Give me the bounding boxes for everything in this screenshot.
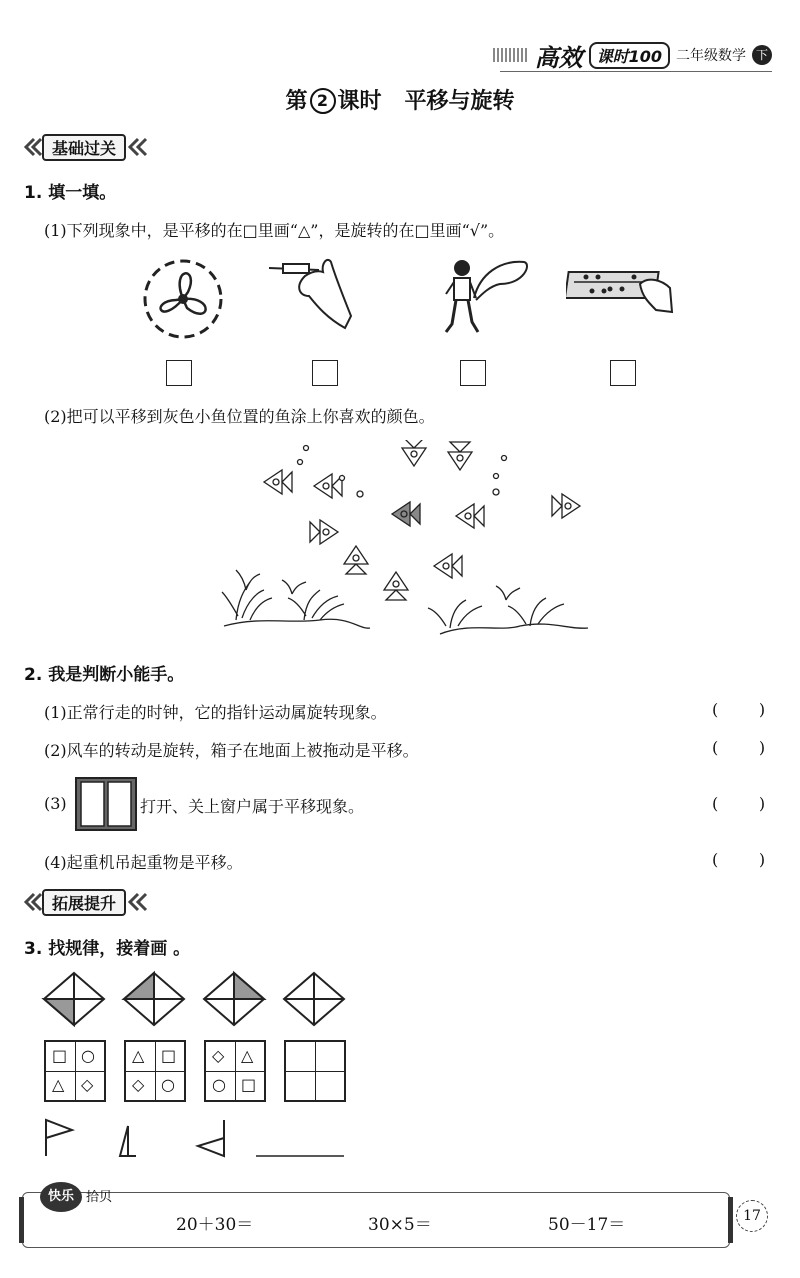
grid-symbol: ○	[161, 1075, 175, 1094]
equation-2: 30×5＝	[368, 1215, 432, 1235]
title-mid: 课时	[337, 89, 382, 114]
chevron-left-icon	[126, 892, 148, 912]
fish	[314, 474, 342, 498]
fish	[384, 572, 408, 600]
grid-divider	[206, 1071, 264, 1072]
abacus-hand-icon	[566, 262, 676, 318]
pattern-row-diamonds	[40, 970, 360, 1028]
q1-part1-text: (1)下列现象中，是平移的在□里画“△”，是旋转的在□里画“√”。	[44, 221, 505, 240]
volume-badge: 下	[752, 45, 772, 65]
grid-symbol: ○	[212, 1075, 226, 1094]
pattern-row-grids	[44, 1040, 354, 1102]
gray-fish	[392, 502, 420, 526]
q2-item-3: 打开、关上窗户属于平移现象。	[140, 797, 365, 816]
grid-symbol: ◇	[81, 1075, 94, 1094]
title-prefix: 第	[285, 89, 308, 114]
series-name: 课时100	[589, 42, 670, 69]
window-icon	[74, 776, 138, 832]
q2-item-1: (1)正常行走的时钟，它的指针运动属旋转现象。	[44, 703, 387, 722]
answer-blank[interactable]: ( )	[712, 738, 766, 757]
answer-box[interactable]	[460, 360, 486, 386]
footer-bar-right	[728, 1197, 733, 1243]
q3-title: 3. 找规律，接着画 。	[24, 939, 191, 959]
fan-icon	[140, 256, 226, 342]
grid-symbol: □	[241, 1075, 257, 1094]
q2-title: 2. 我是判断小能手。	[24, 665, 185, 685]
grid-divider	[126, 1071, 184, 1072]
pattern-row-flags	[40, 1114, 350, 1164]
footer-badge-text: 拾贝	[86, 1190, 113, 1205]
grid-symbol: ○	[81, 1046, 95, 1065]
answer-blank[interactable]: ( )	[712, 700, 766, 719]
chevron-left-icon	[24, 137, 42, 157]
chevron-left-icon	[126, 137, 148, 157]
grid-symbol: □	[52, 1046, 68, 1065]
q2-item-2: (2)风车的转动是旋转，箱子在地面上被拖动是平移。	[44, 741, 419, 760]
section-basic-label: 基础过关	[42, 134, 126, 161]
chevron-left-icon	[24, 892, 42, 912]
lesson-number: 2	[310, 88, 336, 114]
symbol-grid	[124, 1040, 186, 1102]
grid-symbol: ◇	[132, 1075, 145, 1094]
equation-1: 20＋30＝	[176, 1215, 254, 1235]
answer-blank[interactable]: ( )	[712, 850, 766, 869]
grid-symbol: ◇	[212, 1046, 225, 1065]
q2-item-3-prefix: (3)	[44, 794, 67, 813]
grade-label: 二年级数学	[676, 48, 746, 64]
footer-badge: 快乐	[40, 1182, 82, 1212]
fish	[264, 470, 292, 494]
fish	[448, 442, 472, 470]
series-header	[493, 40, 772, 70]
header-decoration	[493, 48, 529, 62]
equation-3: 50－17＝	[548, 1215, 626, 1235]
q2-item-4: (4)起重机吊起重物是平移。	[44, 853, 243, 872]
fish	[434, 554, 462, 578]
fish	[402, 440, 426, 466]
answer-box[interactable]	[610, 360, 636, 386]
symbol-grid	[44, 1040, 106, 1102]
empty-grid[interactable]	[284, 1040, 346, 1102]
header-rule	[500, 71, 772, 72]
footer-bar-left	[19, 1197, 24, 1243]
boy-swinging-rope-icon	[440, 254, 532, 338]
answer-box[interactable]	[166, 360, 192, 386]
grid-divider	[46, 1071, 104, 1072]
section-extend-label: 拓展提升	[42, 889, 126, 916]
grid-symbol: △	[52, 1075, 65, 1094]
grid-symbol: △	[132, 1046, 145, 1065]
page-number: 17	[736, 1200, 768, 1232]
q1-title: 1. 填一填。	[24, 183, 117, 203]
section-basic	[24, 134, 148, 160]
fish	[456, 504, 484, 528]
q1-part2-text: (2)把可以平移到灰色小鱼位置的鱼涂上你喜欢的颜色。	[44, 407, 435, 426]
brand-name: 高效	[534, 43, 583, 72]
lesson-name: 平移与旋转	[404, 89, 515, 114]
page-title	[0, 84, 800, 115]
answer-blank[interactable]: ( )	[712, 794, 766, 813]
answer-box[interactable]	[312, 360, 338, 386]
syringe-hand-icon	[265, 256, 355, 336]
grid-divider	[286, 1071, 344, 1072]
grid-symbol: △	[241, 1046, 254, 1065]
section-extend	[24, 889, 148, 915]
symbol-grid	[204, 1040, 266, 1102]
fish	[344, 546, 368, 574]
fish	[552, 494, 580, 518]
fish-scene	[220, 440, 590, 642]
grid-symbol: □	[161, 1046, 177, 1065]
fish	[310, 520, 338, 544]
